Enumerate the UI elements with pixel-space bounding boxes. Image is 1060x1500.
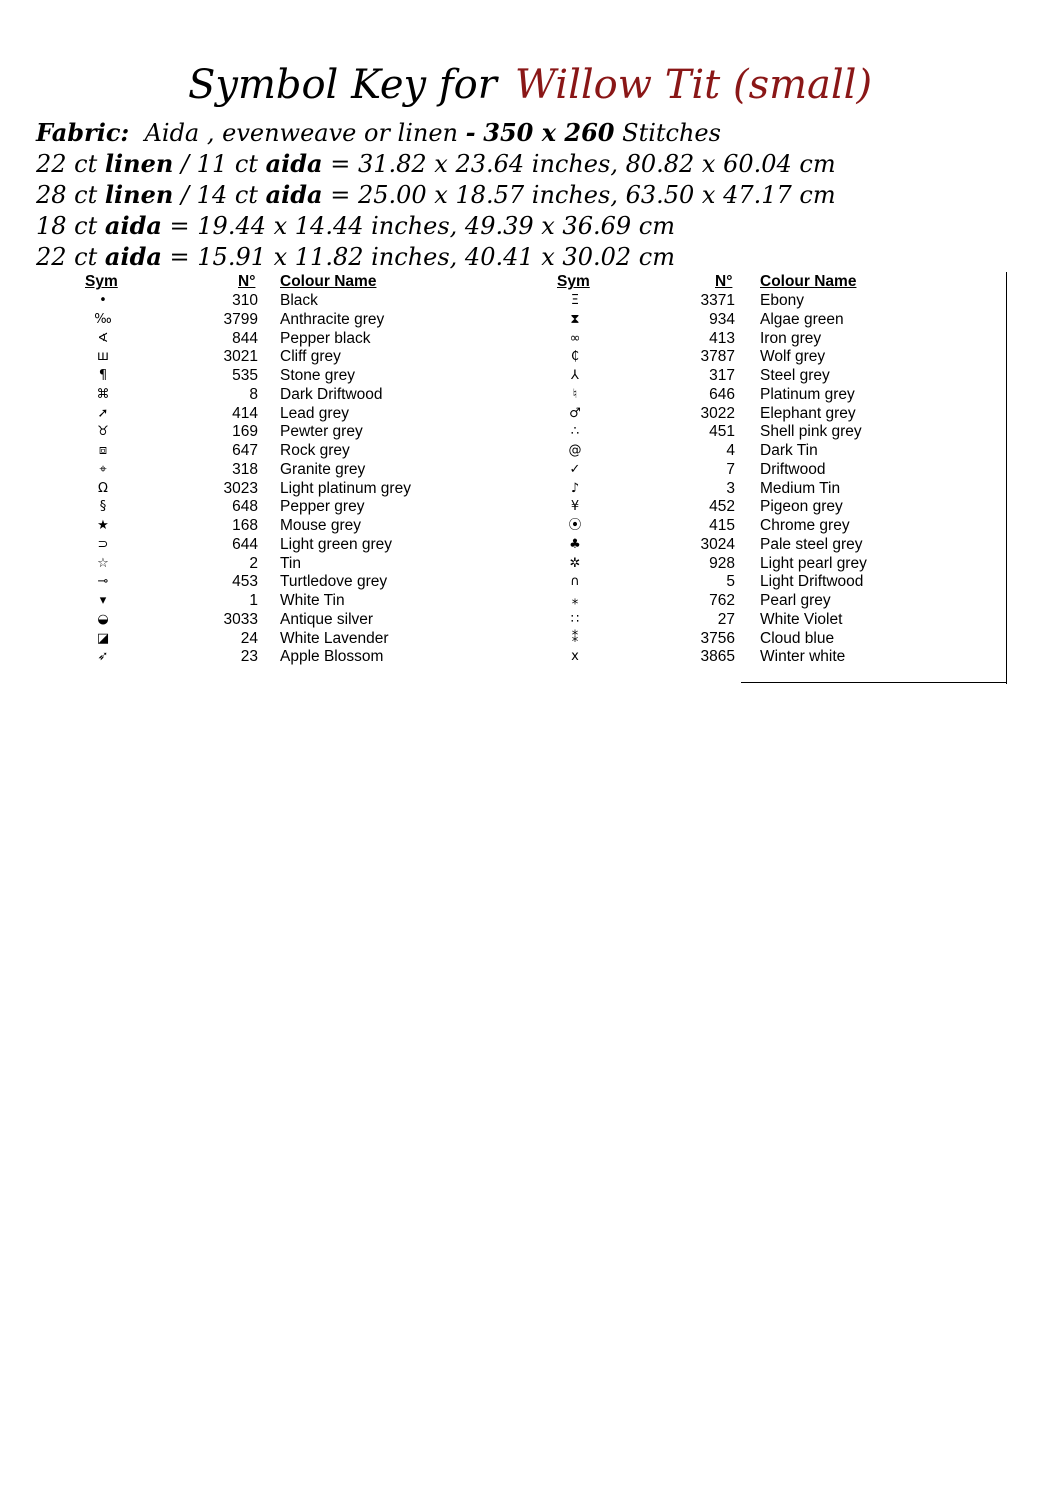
dmc-number: 647: [232, 442, 258, 459]
dmc-number: 3: [726, 479, 735, 497]
page-title: [0, 60, 1060, 110]
pattern-name: Willow Tit (small): [514, 62, 873, 108]
colour-name: Antique silver: [280, 610, 374, 628]
symbol-icon: ♪: [570, 480, 580, 496]
size-bold-1: aida: [104, 242, 162, 271]
symbol-icon: ⌘: [96, 386, 110, 402]
size-line: [36, 179, 1026, 210]
dmc-number: 7: [726, 460, 735, 478]
symbol-icon: ∴: [570, 424, 580, 440]
dmc-number: 310: [232, 292, 258, 309]
symbol-icon: ✲: [569, 555, 581, 571]
size-lines: [36, 148, 1026, 272]
colour-name: Rock grey: [280, 442, 350, 459]
header-colour-name: Colour Name: [280, 273, 377, 290]
colour-name: White Tin: [280, 592, 345, 609]
colour-name: Shell pink grey: [760, 423, 862, 441]
size-bold-1: linen: [104, 149, 174, 178]
symbol-icon: ◒: [97, 611, 109, 627]
colour-name: Cloud blue: [760, 629, 835, 647]
size-bold-2: aida: [265, 180, 323, 209]
size-bold-1: aida: [104, 211, 162, 240]
dmc-number: 3371: [700, 292, 735, 309]
colour-name: Algae green: [760, 310, 844, 328]
symbol-icon: ⁎: [571, 593, 579, 608]
symbol-icon: ☆: [97, 555, 109, 571]
size-rest: = 31.82 x 23.64 inches, 80.82 x 60.04 cm: [330, 150, 836, 178]
colour-name: Ebony: [760, 292, 804, 309]
colour-name: Anthracite grey: [280, 310, 385, 328]
colour-name: Dark Tin: [760, 442, 818, 459]
dmc-number: 934: [709, 310, 735, 328]
colour-name: Light pearl grey: [760, 554, 867, 572]
symbol-icon: ➶: [97, 649, 109, 665]
dmc-number: 3865: [700, 648, 735, 666]
fabric-materials: Aida , evenweave or linen: [144, 119, 459, 147]
symbol-icon: ⊃: [97, 536, 109, 552]
symbol-icon: ⅄: [571, 368, 579, 383]
size-rest: = 15.91 x 11.82 inches, 40.41 x 30.02 cm: [169, 243, 675, 271]
dmc-number: 318: [232, 460, 258, 478]
colour-name: Granite grey: [280, 460, 366, 478]
symbol-icon: ш: [97, 349, 109, 365]
colour-name: White Lavender: [280, 629, 389, 647]
header-sym: Sym: [85, 273, 118, 290]
colour-name: Winter white: [760, 648, 846, 666]
size-line: [36, 148, 1026, 179]
dmc-number: 646: [709, 385, 735, 403]
dmc-number: 844: [232, 329, 258, 347]
dmc-number: 452: [709, 498, 735, 516]
symbol-key-table: [0, 272, 1060, 692]
symbol-icon: x: [571, 649, 579, 665]
colour-name: Mouse grey: [280, 517, 361, 534]
dmc-number: 317: [709, 367, 735, 384]
symbol-icon: ∞: [569, 330, 581, 346]
dmc-number: 928: [709, 554, 735, 572]
dmc-number: 644: [232, 535, 258, 553]
dmc-number: 535: [232, 367, 258, 384]
colour-name: Cliff grey: [280, 348, 341, 366]
dmc-number: 3033: [223, 610, 258, 628]
dmc-number: 3021: [223, 348, 258, 366]
symbol-icon: ✓: [569, 461, 581, 477]
symbol-icon: ∷: [570, 611, 580, 627]
colour-name: Pale steel grey: [760, 535, 863, 553]
dmc-number: 27: [717, 610, 735, 628]
colour-name: Medium Tin: [760, 479, 841, 497]
dmc-number: 4: [726, 442, 735, 459]
size-prefix: 22 ct: [36, 150, 98, 178]
stitch-count: 350 x 260: [483, 118, 615, 147]
symbol-icon: ¶: [98, 368, 108, 383]
dmc-number: 3787: [700, 348, 735, 366]
header-sym: Sym: [557, 273, 590, 290]
dmc-number: 3022: [700, 404, 735, 422]
dmc-number: 24: [240, 629, 258, 647]
colour-name: Light green grey: [280, 535, 393, 553]
size-mid: / 11 ct: [180, 150, 258, 178]
colour-name: Platinum grey: [760, 385, 855, 403]
symbol-icon: ★: [97, 518, 109, 533]
header-num: N°: [238, 273, 256, 290]
dmc-number: 413: [709, 329, 735, 347]
colour-name: White Violet: [760, 610, 843, 628]
dmc-number: 3799: [223, 310, 258, 328]
colour-name: Lead grey: [280, 404, 349, 422]
symbol-icon: ⁑: [571, 630, 579, 646]
dmc-number: 414: [232, 404, 258, 422]
size-line: [36, 210, 1026, 241]
header-colour-name: Colour Name: [760, 273, 857, 290]
dmc-number: 169: [232, 423, 258, 441]
colour-name: Turtledove grey: [280, 573, 388, 591]
dmc-number: 762: [709, 592, 735, 609]
colour-name: Black: [280, 292, 318, 309]
symbol-icon: ¥: [570, 499, 580, 515]
colour-name: Apple Blossom: [280, 648, 384, 666]
dmc-number: 3023: [223, 479, 258, 497]
colour-name: Pepper black: [280, 329, 371, 347]
symbol-icon: ∩: [570, 574, 580, 590]
colour-name: Pigeon grey: [760, 498, 843, 516]
dmc-number: 453: [232, 573, 258, 591]
dmc-number: 2: [249, 554, 258, 572]
size-bold-2: aida: [265, 149, 323, 178]
colour-name: Chrome grey: [760, 517, 850, 534]
symbol-icon: ⧈: [98, 443, 108, 458]
fabric-dash: -: [465, 118, 476, 147]
colour-name: Dark Driftwood: [280, 385, 383, 403]
table-border-bottom: [741, 682, 1007, 683]
dmc-number: 3024: [700, 535, 735, 553]
colour-name: Tin: [280, 554, 301, 572]
dmc-number: 3756: [700, 629, 735, 647]
symbol-icon: ⌖: [99, 461, 107, 477]
symbol-icon: ♮: [572, 386, 578, 402]
colour-name: Light platinum grey: [280, 479, 411, 497]
dmc-number: 168: [232, 517, 258, 534]
symbol-icon: ‰: [94, 311, 112, 327]
fabric-info: [36, 117, 1026, 272]
dmc-number: 648: [232, 498, 258, 516]
title-prefix: Symbol Key for: [187, 62, 497, 108]
symbol-icon: ◪: [96, 630, 110, 646]
symbol-icon: ♣: [569, 536, 581, 552]
symbol-icon: ♂: [569, 405, 581, 421]
symbol-icon: ∢: [97, 330, 109, 346]
symbol-icon: ⧗: [570, 311, 580, 327]
symbol-icon: §: [99, 499, 107, 515]
colour-name: Iron grey: [760, 329, 822, 347]
symbol-icon: •: [99, 293, 107, 308]
dmc-number: 1: [249, 592, 258, 609]
dmc-number: 8: [249, 385, 258, 403]
colour-name: Elephant grey: [760, 404, 856, 422]
colour-name: Steel grey: [760, 367, 830, 384]
symbol-icon: ₵: [570, 349, 580, 365]
symbol-icon: Ω: [98, 480, 108, 496]
size-rest: = 25.00 x 18.57 inches, 63.50 x 47.17 cm: [330, 181, 836, 209]
stitch-word: Stitches: [622, 119, 721, 147]
symbol-icon: ⦿: [568, 518, 582, 533]
colour-name: Driftwood: [760, 460, 826, 478]
size-bold-1: linen: [104, 180, 174, 209]
symbol-icon: ♉: [97, 424, 109, 440]
size-line: [36, 241, 1026, 272]
symbol-icon: @: [568, 443, 582, 458]
dmc-number: 451: [709, 423, 735, 441]
colour-name: Pewter grey: [280, 423, 363, 441]
colour-name: Pearl grey: [760, 592, 831, 609]
colour-name: Pepper grey: [280, 498, 365, 516]
symbol-icon: Ξ: [570, 293, 580, 308]
symbol-icon: ▾: [99, 593, 107, 608]
size-prefix: 18 ct: [36, 212, 98, 240]
symbol-icon: ⊸: [97, 574, 109, 590]
size-prefix: 22 ct: [36, 243, 98, 271]
fabric-line: [36, 117, 1026, 148]
dmc-number: 5: [726, 573, 735, 591]
colour-name: Wolf grey: [760, 348, 826, 366]
colour-name: Light Driftwood: [760, 573, 864, 591]
colour-name: Stone grey: [280, 367, 355, 384]
size-mid: / 14 ct: [180, 181, 258, 209]
dmc-number: 415: [709, 517, 735, 534]
symbol-icon: ➚: [97, 405, 109, 421]
dmc-number: 23: [240, 648, 258, 666]
size-prefix: 28 ct: [36, 181, 98, 209]
table-border-right: [1006, 272, 1007, 684]
header-num: N°: [715, 273, 733, 290]
size-rest: = 19.44 x 14.44 inches, 49.39 x 36.69 cm: [169, 212, 675, 240]
fabric-label: Fabric:: [36, 118, 130, 147]
